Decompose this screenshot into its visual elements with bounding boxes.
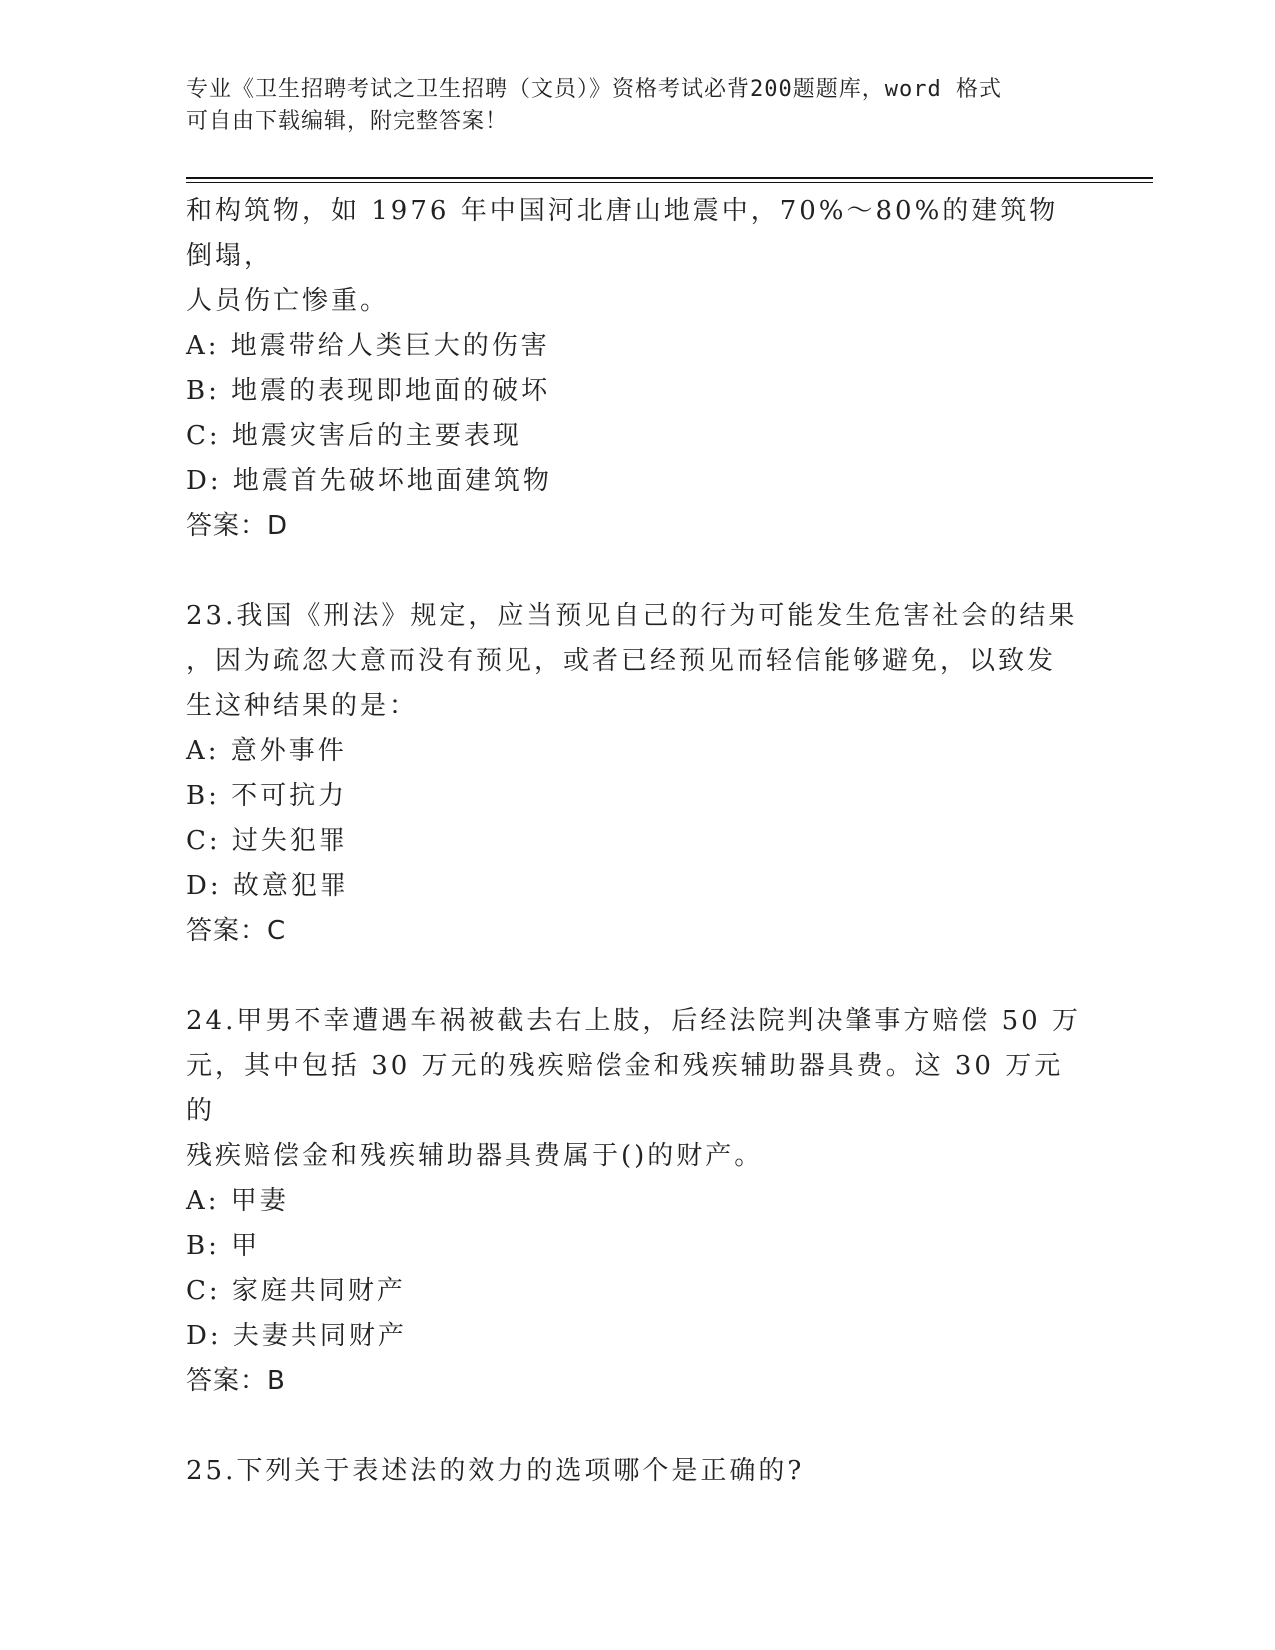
question-text-line: 生这种结果的是：	[186, 691, 419, 721]
question-text-line: 25.下列关于表述法的效力的选项哪个是正确的?	[186, 1456, 805, 1486]
option-b: B: 地震的表现即地面的破坏	[186, 376, 551, 406]
spacer	[186, 954, 1086, 999]
answer-line: 答案：D	[186, 511, 289, 541]
option-a: A: 意外事件	[186, 736, 347, 766]
question-text-line: 24.甲男不幸遭遇车祸被截去右上肢，后经法院判决肇事方赔偿 50 万	[186, 1006, 1081, 1036]
option-b: B: 甲	[186, 1231, 261, 1261]
spacer	[186, 1404, 1086, 1449]
question-text-line: 和构筑物，如 1976 年中国河北唐山地震中，70%～80%的建筑物倒塌，	[186, 196, 1059, 271]
question-24	[186, 999, 1086, 1404]
option-a: A: 地震带给人类巨大的伤害	[186, 331, 550, 361]
spacer	[186, 549, 1086, 594]
question-text-line: 残疾赔偿金和残疾辅助器具费属于()的财产。	[186, 1141, 764, 1171]
answer-line: 答案：C	[186, 916, 287, 946]
question-text-line: ，因为疏忽大意而没有预见，或者已经预见而轻信能够避免，以致发	[186, 646, 1057, 676]
question-text-line: 元，其中包括 30 万元的残疾赔偿金和残疾辅助器具费。这 30 万元的	[186, 1051, 1064, 1126]
header-title-line-1: 专业《卫生招聘考试之卫生招聘（文员）》资格考试必背200题题库，word 格式	[186, 77, 1002, 102]
option-c: C: 过失犯罪	[186, 826, 348, 856]
option-c: C: 家庭共同财产	[186, 1276, 406, 1306]
page-header	[186, 74, 1086, 138]
question-25	[186, 1449, 1086, 1494]
question-content	[186, 189, 1086, 1494]
option-d: D: 故意犯罪	[186, 871, 349, 901]
question-text-line: 23.我国《刑法》规定，应当预见自己的行为可能发生危害社会的结果	[186, 601, 1078, 631]
option-a: A: 甲妻	[186, 1186, 289, 1216]
option-c: C: 地震灾害后的主要表现	[186, 421, 522, 451]
question-23	[186, 594, 1086, 954]
answer-line: 答案：B	[186, 1366, 286, 1396]
option-d: D: 夫妻共同财产	[186, 1321, 407, 1351]
option-d: D: 地震首先破坏地面建筑物	[186, 466, 552, 496]
header-divider-thin	[186, 182, 1153, 183]
header-title-line-2: 可自由下载编辑，附完整答案！	[186, 109, 509, 134]
header-divider-thick	[186, 177, 1153, 179]
question-22-continuation	[186, 189, 1086, 549]
option-b: B: 不可抗力	[186, 781, 348, 811]
question-text-line: 人员伤亡惨重。	[186, 286, 390, 316]
